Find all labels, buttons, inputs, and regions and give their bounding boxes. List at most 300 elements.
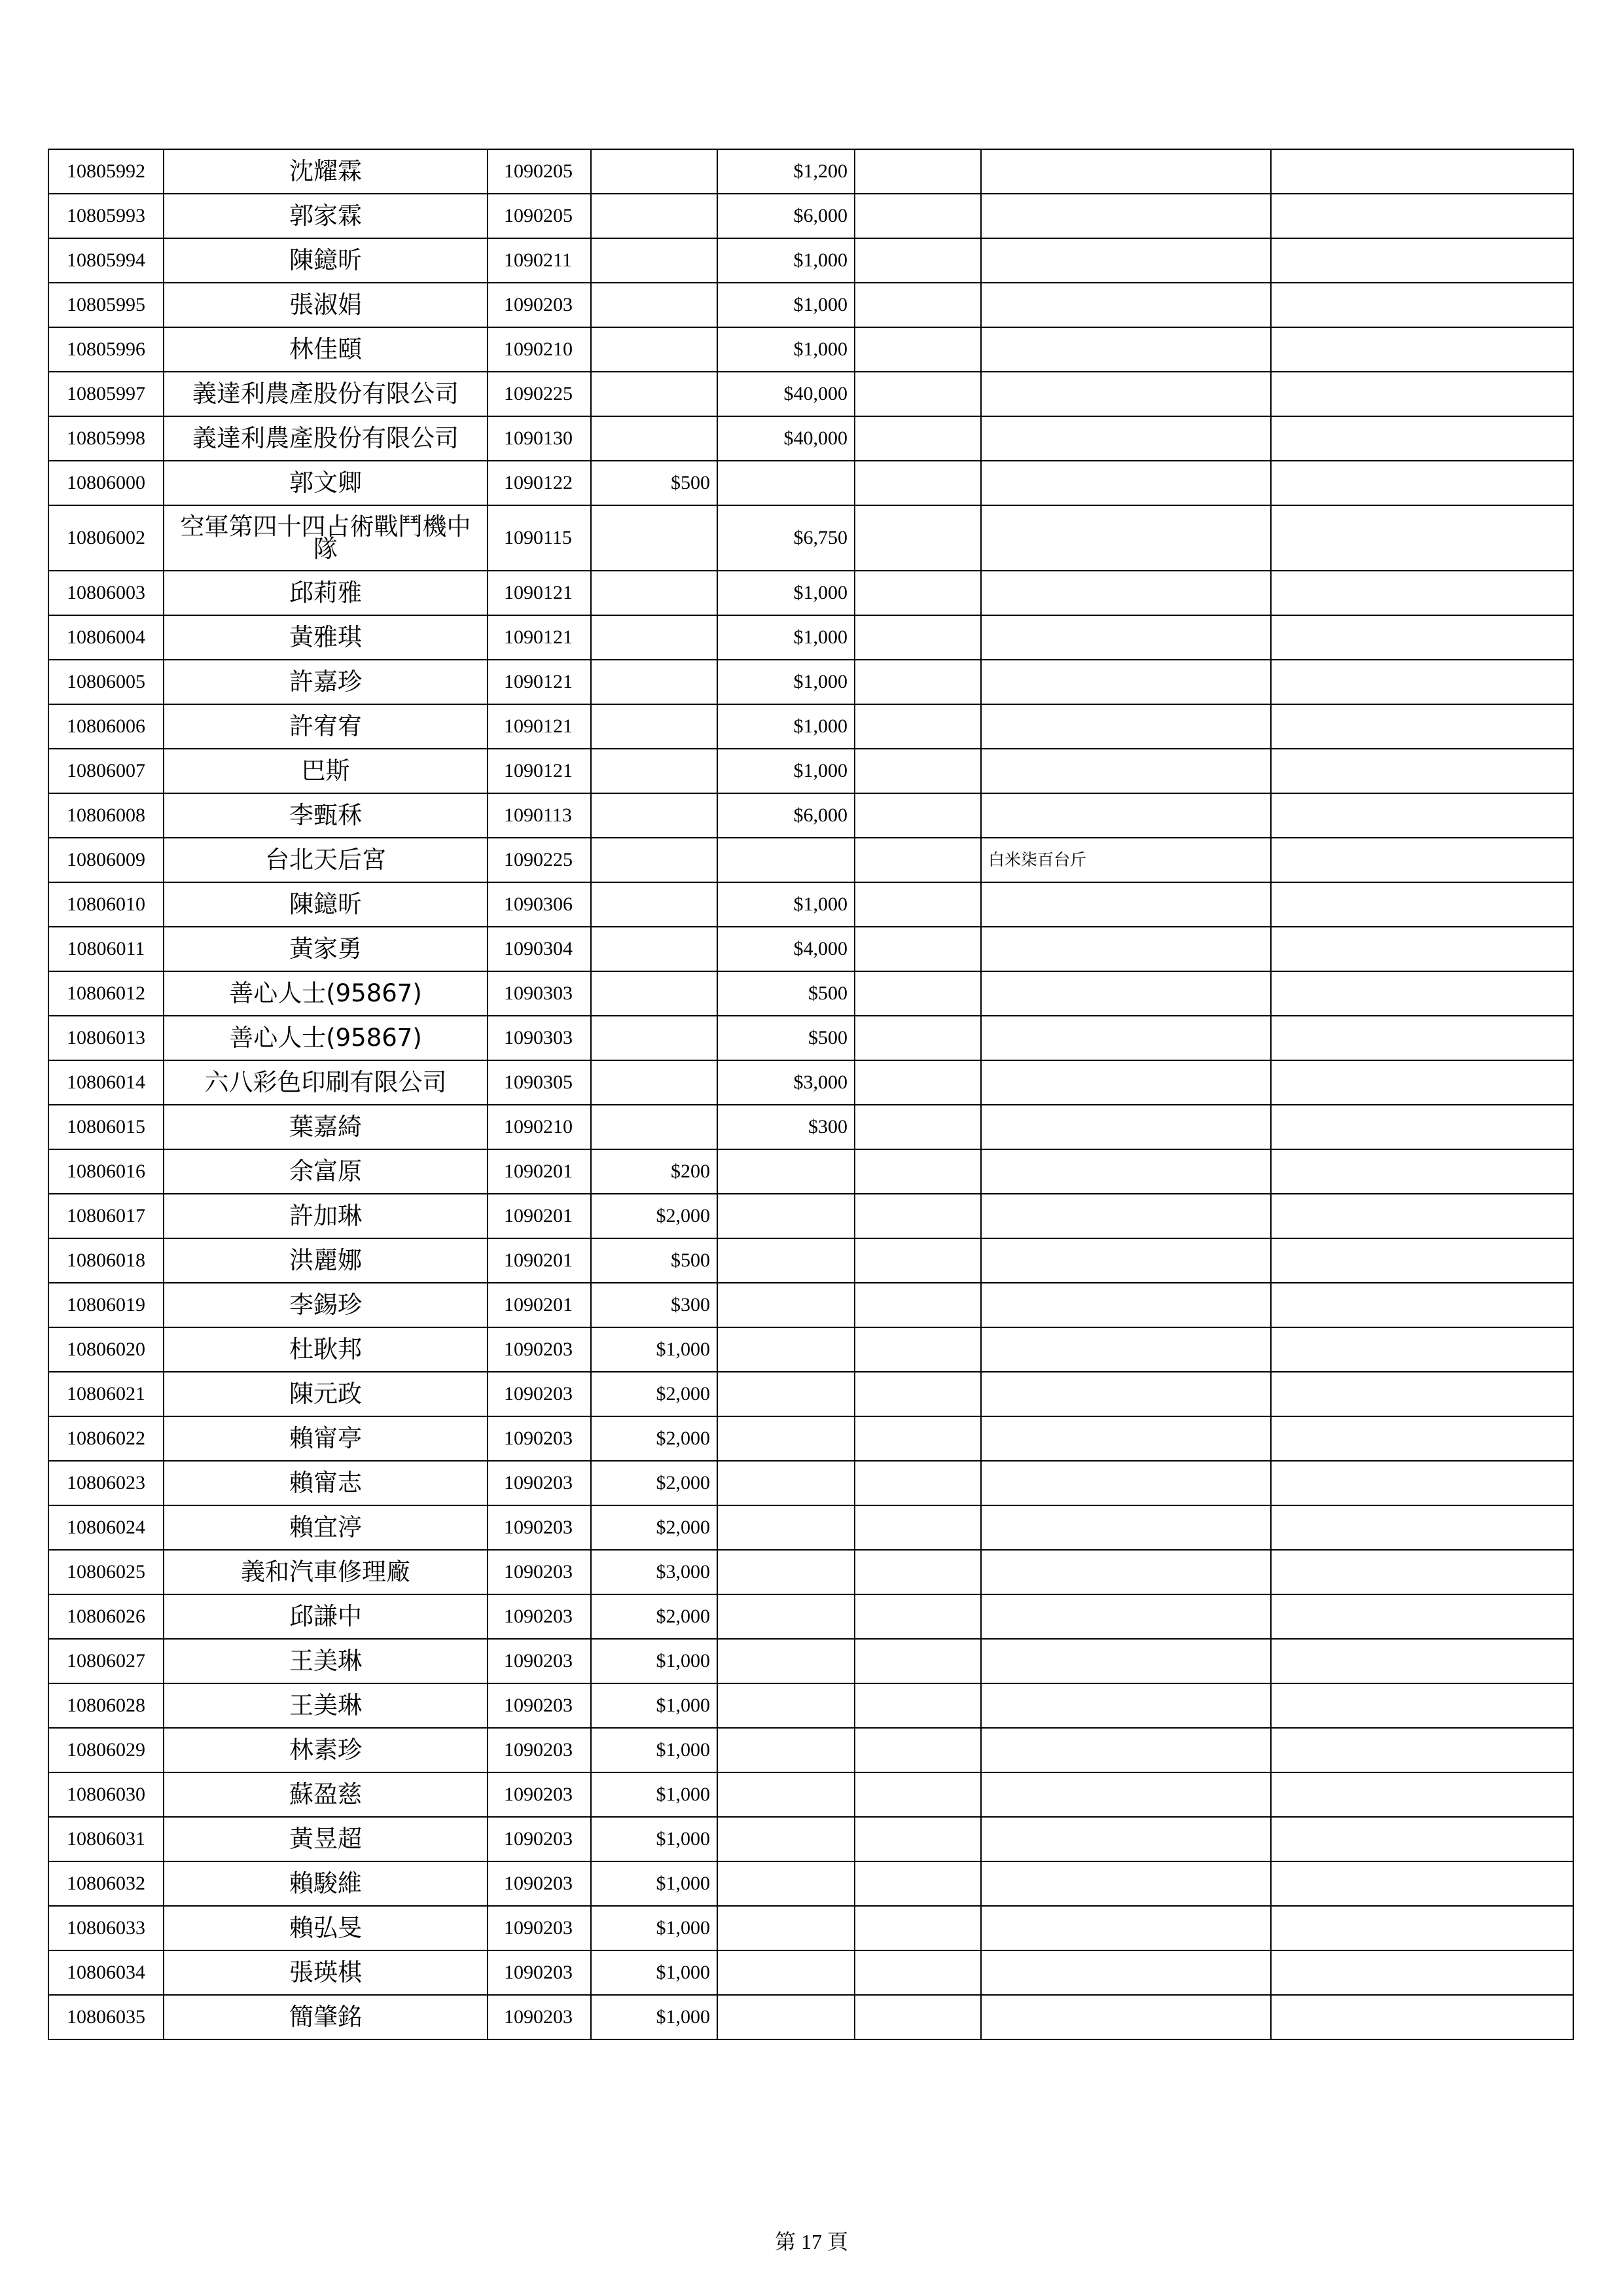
date-cell: 1090122 (488, 461, 591, 505)
other-amount-cell (855, 1416, 981, 1461)
transfer-amount-cell (717, 1683, 855, 1728)
transfer-amount-cell: $1,000 (717, 615, 855, 660)
donor-name-cell: 張瑛棋 (164, 1950, 488, 1995)
date-cell: 1090203 (488, 1817, 591, 1861)
transfer-amount-cell (717, 1906, 855, 1950)
donor-name-cell: 陳元政 (164, 1372, 488, 1416)
cash-amount-cell: $1,000 (591, 1639, 717, 1683)
transfer-amount-cell (717, 1416, 855, 1461)
cash-amount-cell: $1,000 (591, 1728, 717, 1772)
donor-name-cell: 郭文卿 (164, 461, 488, 505)
other-amount-cell (855, 749, 981, 793)
donor-name-cell: 義和汽車修理廠 (164, 1550, 488, 1594)
donor-name-cell: 義達利農產股份有限公司 (164, 416, 488, 461)
cash-amount-cell (591, 238, 717, 283)
other-amount-cell (855, 416, 981, 461)
date-cell: 1090205 (488, 149, 591, 194)
other-amount-cell (855, 372, 981, 416)
date-cell: 1090201 (488, 1238, 591, 1283)
donor-name-cell: 沈耀霖 (164, 149, 488, 194)
table-row (48, 1283, 1573, 1327)
item-note-cell (981, 615, 1271, 660)
donor-name-cell: 陳鐿昕 (164, 238, 488, 283)
remark-cell (1271, 372, 1573, 416)
cash-amount-cell: $1,000 (591, 1683, 717, 1728)
transfer-amount-cell (717, 461, 855, 505)
transfer-amount-cell: $40,000 (717, 372, 855, 416)
transfer-amount-cell (717, 1950, 855, 1995)
receipt-id-cell: 10805997 (48, 372, 164, 416)
item-note-cell (981, 704, 1271, 749)
cash-amount-cell: $3,000 (591, 1550, 717, 1594)
item-note-cell (981, 1016, 1271, 1060)
date-cell: 1090203 (488, 1594, 591, 1639)
receipt-id-cell: 10806003 (48, 571, 164, 615)
other-amount-cell (855, 1105, 981, 1149)
receipt-id-cell: 10806002 (48, 505, 164, 571)
date-cell: 1090303 (488, 1016, 591, 1060)
cash-amount-cell: $1,000 (591, 1995, 717, 2039)
receipt-id-cell: 10806024 (48, 1505, 164, 1550)
table-row (48, 1505, 1573, 1550)
donor-name-cell: 邱莉雅 (164, 571, 488, 615)
date-cell: 1090203 (488, 1861, 591, 1906)
other-amount-cell (855, 194, 981, 238)
donor-name-cell: 台北天后宮 (164, 838, 488, 882)
other-amount-cell (855, 1995, 981, 2039)
cash-amount-cell (591, 149, 717, 194)
item-note-cell (981, 927, 1271, 971)
other-amount-cell (855, 1238, 981, 1283)
table-row (48, 1461, 1573, 1505)
other-amount-cell (855, 1060, 981, 1105)
donor-name-cell: 六八彩色印刷有限公司 (164, 1060, 488, 1105)
cash-amount-cell (591, 971, 717, 1016)
transfer-amount-cell: $1,000 (717, 238, 855, 283)
other-amount-cell (855, 1861, 981, 1906)
transfer-amount-cell (717, 1194, 855, 1238)
remark-cell (1271, 1772, 1573, 1817)
cash-amount-cell (591, 838, 717, 882)
other-amount-cell (855, 1283, 981, 1327)
receipt-id-cell: 10806014 (48, 1060, 164, 1105)
table-row (48, 571, 1573, 615)
transfer-amount-cell (717, 1995, 855, 2039)
cash-amount-cell (591, 1105, 717, 1149)
other-amount-cell (855, 793, 981, 838)
remark-cell (1271, 1327, 1573, 1372)
table-row (48, 1639, 1573, 1683)
date-cell: 1090201 (488, 1283, 591, 1327)
receipt-id-cell: 10806008 (48, 793, 164, 838)
table-row (48, 660, 1573, 704)
transfer-amount-cell: $1,000 (717, 882, 855, 927)
remark-cell (1271, 838, 1573, 882)
table-row (48, 149, 1573, 194)
item-note-cell (981, 461, 1271, 505)
receipt-id-cell: 10806025 (48, 1550, 164, 1594)
remark-cell (1271, 416, 1573, 461)
transfer-amount-cell (717, 1461, 855, 1505)
table-row (48, 1550, 1573, 1594)
page-number: 第 17 頁 (774, 2230, 848, 2253)
date-cell: 1090203 (488, 1461, 591, 1505)
receipt-id-cell: 10806022 (48, 1416, 164, 1461)
transfer-amount-cell (717, 1861, 855, 1906)
remark-cell (1271, 1416, 1573, 1461)
date-cell: 1090210 (488, 1105, 591, 1149)
remark-cell (1271, 1906, 1573, 1950)
donor-name-cell: 賴甯志 (164, 1461, 488, 1505)
item-note-cell (981, 416, 1271, 461)
table-row (48, 1950, 1573, 1995)
transfer-amount-cell (717, 838, 855, 882)
item-note-cell (981, 149, 1271, 194)
transfer-amount-cell: $300 (717, 1105, 855, 1149)
receipt-id-cell: 10806016 (48, 1149, 164, 1194)
table-row (48, 615, 1573, 660)
table-row (48, 704, 1573, 749)
date-cell: 1090121 (488, 749, 591, 793)
donation-table (48, 149, 1574, 2040)
receipt-id-cell: 10806006 (48, 704, 164, 749)
cash-amount-cell: $1,000 (591, 1950, 717, 1995)
other-amount-cell (855, 505, 981, 571)
other-amount-cell (855, 1327, 981, 1372)
remark-cell (1271, 461, 1573, 505)
remark-cell (1271, 1639, 1573, 1683)
other-amount-cell (855, 971, 981, 1016)
receipt-id-cell: 10806010 (48, 882, 164, 927)
date-cell: 1090203 (488, 1327, 591, 1372)
cash-amount-cell (591, 704, 717, 749)
date-cell: 1090306 (488, 882, 591, 927)
table-row (48, 238, 1573, 283)
remark-cell (1271, 882, 1573, 927)
receipt-id-cell: 10806026 (48, 1594, 164, 1639)
table-row (48, 461, 1573, 505)
date-cell: 1090203 (488, 1906, 591, 1950)
donor-name-cell: 葉嘉綺 (164, 1105, 488, 1149)
date-cell: 1090203 (488, 1728, 591, 1772)
donor-name-cell: 林素珍 (164, 1728, 488, 1772)
remark-cell (1271, 1283, 1573, 1327)
date-cell: 1090303 (488, 971, 591, 1016)
cash-amount-cell: $1,000 (591, 1327, 717, 1372)
item-note-cell (981, 1594, 1271, 1639)
cash-amount-cell (591, 571, 717, 615)
item-note-cell (981, 1906, 1271, 1950)
remark-cell (1271, 1060, 1573, 1105)
receipt-id-cell: 10806005 (48, 660, 164, 704)
transfer-amount-cell (717, 1639, 855, 1683)
item-note-cell (981, 327, 1271, 372)
table-row (48, 1817, 1573, 1861)
remark-cell (1271, 149, 1573, 194)
table-row (48, 1105, 1573, 1149)
table-row (48, 372, 1573, 416)
remark-cell (1271, 1995, 1573, 2039)
remark-cell (1271, 194, 1573, 238)
date-cell: 1090121 (488, 660, 591, 704)
donor-name-cell: 李錫珍 (164, 1283, 488, 1327)
table-row (48, 1149, 1573, 1194)
donor-name-cell: 許嘉珍 (164, 660, 488, 704)
date-cell: 1090203 (488, 1772, 591, 1817)
receipt-id-cell: 10805996 (48, 327, 164, 372)
donor-name-cell: 黃昱超 (164, 1817, 488, 1861)
donor-name-cell: 賴弘旻 (164, 1906, 488, 1950)
item-note-cell (981, 749, 1271, 793)
receipt-id-cell: 10806017 (48, 1194, 164, 1238)
cash-amount-cell (591, 505, 717, 571)
date-cell: 1090121 (488, 571, 591, 615)
other-amount-cell (855, 615, 981, 660)
item-note-cell (981, 505, 1271, 571)
other-amount-cell (855, 571, 981, 615)
item-note-cell (981, 1861, 1271, 1906)
transfer-amount-cell: $1,000 (717, 660, 855, 704)
table-row (48, 1372, 1573, 1416)
cash-amount-cell: $500 (591, 1238, 717, 1283)
date-cell: 1090121 (488, 615, 591, 660)
cash-amount-cell (591, 416, 717, 461)
donor-name-cell: 邱謙中 (164, 1594, 488, 1639)
cash-amount-cell (591, 749, 717, 793)
receipt-id-cell: 10806018 (48, 1238, 164, 1283)
remark-cell (1271, 793, 1573, 838)
item-note-cell (981, 1683, 1271, 1728)
cash-amount-cell (591, 615, 717, 660)
cash-amount-cell: $1,000 (591, 1817, 717, 1861)
item-note-cell (981, 1505, 1271, 1550)
remark-cell (1271, 1505, 1573, 1550)
donor-name-cell: 善心人士(95867) (164, 971, 488, 1016)
receipt-id-cell: 10806033 (48, 1906, 164, 1950)
donor-name-cell: 余富原 (164, 1149, 488, 1194)
remark-cell (1271, 571, 1573, 615)
donor-name-cell: 洪麗娜 (164, 1238, 488, 1283)
other-amount-cell (855, 1461, 981, 1505)
transfer-amount-cell: $1,200 (717, 149, 855, 194)
receipt-id-cell: 10806011 (48, 927, 164, 971)
transfer-amount-cell (717, 1772, 855, 1817)
receipt-id-cell: 10805994 (48, 238, 164, 283)
item-note-cell (981, 1327, 1271, 1372)
receipt-id-cell: 10806013 (48, 1016, 164, 1060)
transfer-amount-cell: $500 (717, 1016, 855, 1060)
donor-name-cell: 王美琳 (164, 1683, 488, 1728)
receipt-id-cell: 10806023 (48, 1461, 164, 1505)
donor-name-cell: 許加琳 (164, 1194, 488, 1238)
cash-amount-cell (591, 327, 717, 372)
donor-name-cell: 許宥宥 (164, 704, 488, 749)
receipt-id-cell: 10806009 (48, 838, 164, 882)
date-cell: 1090203 (488, 1372, 591, 1416)
item-note-cell (981, 1995, 1271, 2039)
donor-name-cell: 黃家勇 (164, 927, 488, 971)
remark-cell (1271, 660, 1573, 704)
transfer-amount-cell (717, 1283, 855, 1327)
date-cell: 1090203 (488, 1995, 591, 2039)
table-row (48, 1995, 1573, 2039)
transfer-amount-cell: $40,000 (717, 416, 855, 461)
transfer-amount-cell: $6,000 (717, 793, 855, 838)
date-cell: 1090130 (488, 416, 591, 461)
item-note-cell (981, 1639, 1271, 1683)
transfer-amount-cell: $500 (717, 971, 855, 1016)
cash-amount-cell: $300 (591, 1283, 717, 1327)
remark-cell (1271, 1817, 1573, 1861)
receipt-id-cell: 10806028 (48, 1683, 164, 1728)
donor-name-cell: 賴宜渟 (164, 1505, 488, 1550)
other-amount-cell (855, 1728, 981, 1772)
item-note-cell (981, 1817, 1271, 1861)
item-note-cell (981, 1461, 1271, 1505)
item-note-cell (981, 1728, 1271, 1772)
receipt-id-cell: 10806000 (48, 461, 164, 505)
table-row (48, 1594, 1573, 1639)
item-note-cell (981, 1283, 1271, 1327)
receipt-id-cell: 10806007 (48, 749, 164, 793)
date-cell: 1090305 (488, 1060, 591, 1105)
remark-cell (1271, 283, 1573, 327)
cash-amount-cell (591, 283, 717, 327)
transfer-amount-cell (717, 1372, 855, 1416)
receipt-id-cell: 10806015 (48, 1105, 164, 1149)
receipt-id-cell: 10806019 (48, 1283, 164, 1327)
transfer-amount-cell (717, 1728, 855, 1772)
cash-amount-cell (591, 1060, 717, 1105)
transfer-amount-cell: $1,000 (717, 571, 855, 615)
donor-name-cell: 林佳頤 (164, 327, 488, 372)
other-amount-cell (855, 1505, 981, 1550)
remark-cell (1271, 327, 1573, 372)
donor-name-cell: 簡肇銘 (164, 1995, 488, 2039)
date-cell: 1090225 (488, 838, 591, 882)
receipt-id-cell: 10805992 (48, 149, 164, 194)
receipt-id-cell: 10806012 (48, 971, 164, 1016)
receipt-id-cell: 10806020 (48, 1327, 164, 1372)
cash-amount-cell: $1,000 (591, 1906, 717, 1950)
receipt-id-cell: 10806029 (48, 1728, 164, 1772)
donor-name-cell: 郭家霖 (164, 194, 488, 238)
other-amount-cell (855, 1772, 981, 1817)
cash-amount-cell: $1,000 (591, 1861, 717, 1906)
receipt-id-cell: 10805995 (48, 283, 164, 327)
remark-cell (1271, 1194, 1573, 1238)
table-row (48, 1327, 1573, 1372)
table-row (48, 505, 1573, 571)
transfer-amount-cell: $1,000 (717, 283, 855, 327)
item-note-cell (981, 882, 1271, 927)
other-amount-cell (855, 1016, 981, 1060)
item-note-cell (981, 1372, 1271, 1416)
transfer-amount-cell (717, 1149, 855, 1194)
donor-name-cell: 賴甯亭 (164, 1416, 488, 1461)
cash-amount-cell: $2,000 (591, 1461, 717, 1505)
item-note-cell (981, 1416, 1271, 1461)
table-row (48, 1861, 1573, 1906)
table-row (48, 971, 1573, 1016)
cash-amount-cell (591, 882, 717, 927)
transfer-amount-cell: $4,000 (717, 927, 855, 971)
item-note-cell (981, 1060, 1271, 1105)
remark-cell (1271, 704, 1573, 749)
donor-name-cell: 巴斯 (164, 749, 488, 793)
cash-amount-cell: $200 (591, 1149, 717, 1194)
transfer-amount-cell: $1,000 (717, 327, 855, 372)
receipt-id-cell: 10805993 (48, 194, 164, 238)
item-note-cell (981, 1149, 1271, 1194)
date-cell: 1090203 (488, 1950, 591, 1995)
donor-name-cell: 王美琳 (164, 1639, 488, 1683)
table-row (48, 327, 1573, 372)
date-cell: 1090121 (488, 704, 591, 749)
date-cell: 1090205 (488, 194, 591, 238)
other-amount-cell (855, 283, 981, 327)
remark-cell (1271, 505, 1573, 571)
item-note-cell (981, 1550, 1271, 1594)
other-amount-cell (855, 327, 981, 372)
date-cell: 1090304 (488, 927, 591, 971)
date-cell: 1090225 (488, 372, 591, 416)
other-amount-cell (855, 1639, 981, 1683)
table-row (48, 1016, 1573, 1060)
remark-cell (1271, 927, 1573, 971)
transfer-amount-cell: $6,000 (717, 194, 855, 238)
other-amount-cell (855, 660, 981, 704)
table-row (48, 927, 1573, 971)
remark-cell (1271, 615, 1573, 660)
cash-amount-cell (591, 660, 717, 704)
receipt-id-cell: 10806032 (48, 1861, 164, 1906)
item-note-cell (981, 971, 1271, 1016)
other-amount-cell (855, 927, 981, 971)
item-note-cell (981, 571, 1271, 615)
table-row (48, 1238, 1573, 1283)
item-note-cell (981, 1772, 1271, 1817)
date-cell: 1090201 (488, 1194, 591, 1238)
table-row (48, 283, 1573, 327)
transfer-amount-cell (717, 1327, 855, 1372)
table-row (48, 749, 1573, 793)
item-note-cell (981, 194, 1271, 238)
receipt-id-cell: 10806035 (48, 1995, 164, 2039)
table-row (48, 1194, 1573, 1238)
receipt-id-cell: 10806030 (48, 1772, 164, 1817)
other-amount-cell (855, 149, 981, 194)
item-note-cell: 白米柒百台斤 (981, 838, 1271, 882)
receipt-id-cell: 10806031 (48, 1817, 164, 1861)
date-cell: 1090210 (488, 327, 591, 372)
other-amount-cell (855, 1194, 981, 1238)
cash-amount-cell: $2,000 (591, 1505, 717, 1550)
table-row (48, 838, 1573, 882)
donor-name-cell: 黃雅琪 (164, 615, 488, 660)
transfer-amount-cell: $1,000 (717, 749, 855, 793)
donor-name-cell: 善心人士(95867) (164, 1016, 488, 1060)
remark-cell (1271, 1238, 1573, 1283)
table-row (48, 194, 1573, 238)
item-note-cell (981, 793, 1271, 838)
table-row (48, 793, 1573, 838)
transfer-amount-cell (717, 1505, 855, 1550)
receipt-id-cell: 10806004 (48, 615, 164, 660)
item-note-cell (981, 1950, 1271, 1995)
other-amount-cell (855, 238, 981, 283)
other-amount-cell (855, 1149, 981, 1194)
